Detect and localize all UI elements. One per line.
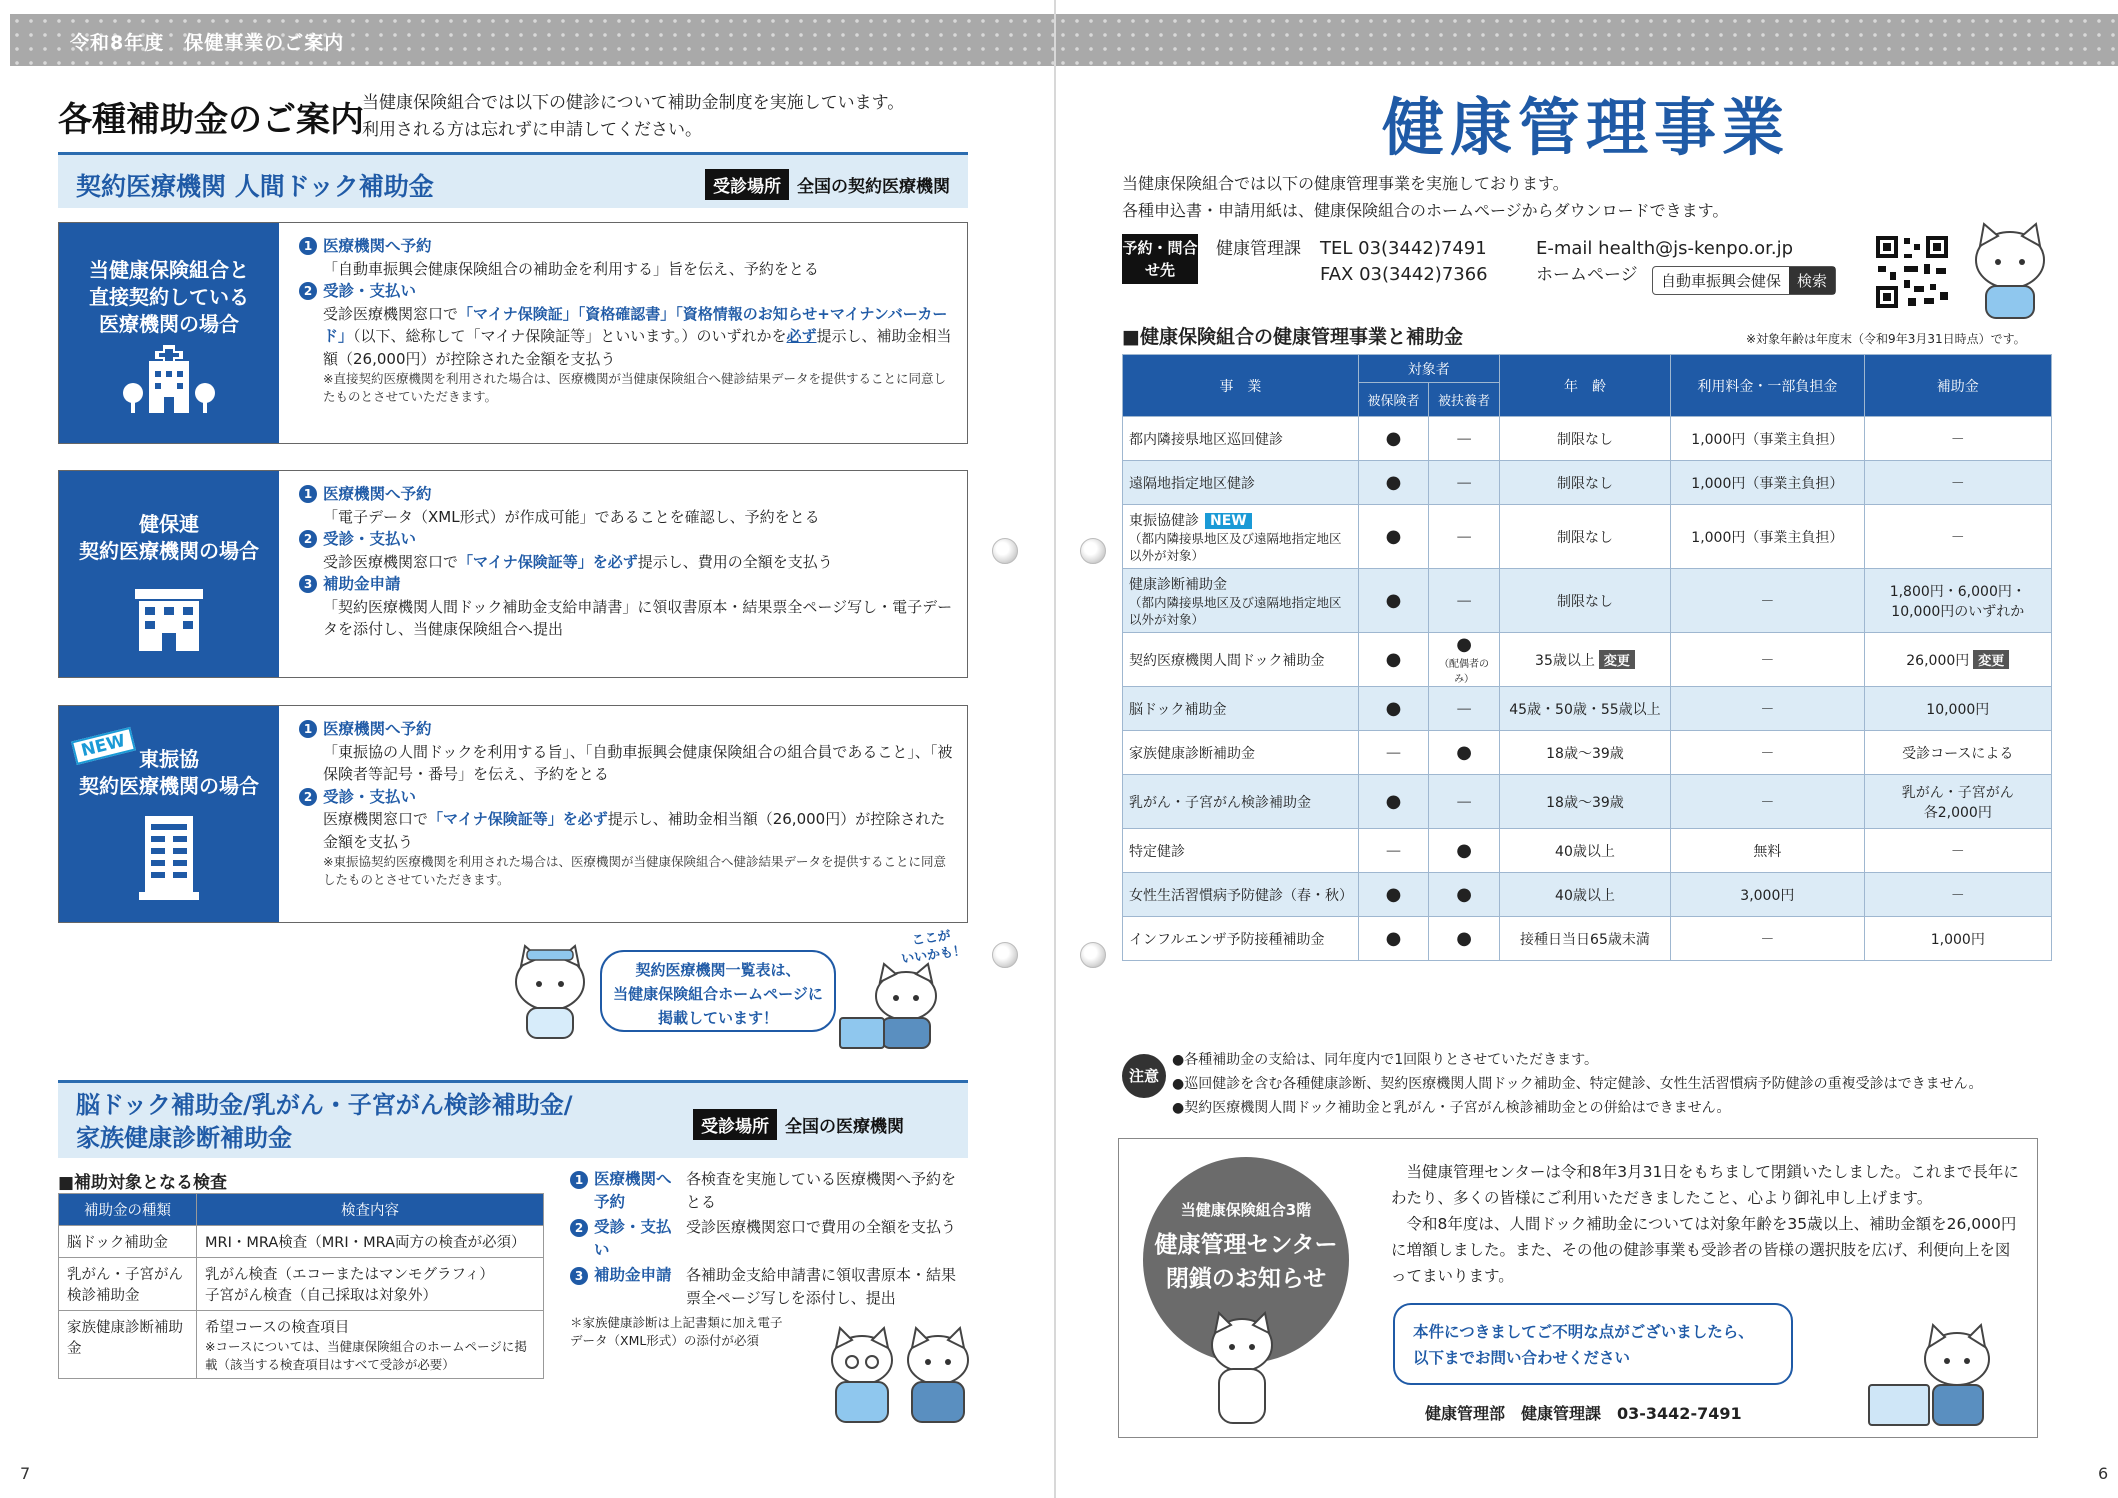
content-line: 希望コースの検査項目: [205, 1320, 350, 1336]
table-row: [1123, 687, 2052, 731]
age-text: 18歳～39歳: [1546, 745, 1624, 762]
dependent-mark: ●: [1456, 634, 1472, 655]
title-line: 脳ドック補助金/乳がん・子宮がん検診補助金/: [76, 1091, 573, 1119]
subsidy-text: 1,800円・6,000円・: [1889, 583, 2026, 600]
subsidy-text: 10,000円のいずれか: [1891, 603, 2025, 620]
text-part: 提示し、補助金相当額（26,000円）が控除された金額を支払う: [323, 327, 952, 368]
cell-insured: ●: [1358, 873, 1429, 917]
circle-title: 閉鎖のお知らせ: [1165, 1266, 1327, 1292]
step-title: 受診・支払い: [323, 282, 417, 300]
building-icon: [133, 583, 205, 651]
table-header: 補助金の種類: [59, 1194, 197, 1226]
cell-program: [1123, 417, 1359, 461]
card-side-title: [59, 257, 279, 338]
health-programs-table: [1122, 354, 2052, 961]
age-text: 制限なし: [1556, 475, 1613, 492]
caution-item: ●巡回健診を含む各種健康診断、契約医療機関人間ドック補助金、特定健診、女性生活習慣病予防健診の重複受診はできません。: [1172, 1076, 1983, 1092]
program-name: インフルエンザ予防接種補助金: [1129, 931, 1325, 948]
bubble-line: 当健康保険組合ホームページに: [613, 985, 823, 1003]
dependent-mark: ●: [1456, 928, 1472, 949]
side-line: 東振協: [139, 747, 199, 771]
section-title: 契約医療機関 人間ドック補助金: [76, 172, 434, 201]
flow-text: 受診医療機関窓口で費用の全額を支払う: [686, 1218, 957, 1236]
cell-dependent: [1429, 917, 1500, 961]
cell-age: [1499, 775, 1670, 829]
hospital-icon: [119, 341, 219, 413]
notice-paragraph: 令和8年度は、人間ドック補助金については対象年齢を35歳以上、補助金額を26,000円に増額しました。また、その他の健診事業も受診者の皆様の選択肢を広げ、利便向上を図ってまいります。: [1391, 1215, 2017, 1285]
side-line: 医療機関の場合: [99, 312, 239, 336]
card-kenporen: [58, 470, 968, 678]
text-part: 受診医療機関窓口で: [323, 304, 459, 323]
content-line: MRI・MRA検査（MRI・MRA両方の検査が必須）: [205, 1235, 526, 1251]
cell-content: [197, 1226, 544, 1258]
callout-line: いいかも！: [900, 943, 967, 968]
cell-age: [1499, 461, 1670, 505]
cell-content: [197, 1258, 544, 1311]
cell-fee: －: [1671, 775, 1864, 829]
table-row: [59, 1311, 544, 1379]
program-name: 遠隔地指定地区健診: [1129, 475, 1255, 492]
cell-content: [197, 1311, 544, 1379]
card-body: [299, 235, 955, 406]
cell-dependent: [1429, 873, 1500, 917]
table-row: [59, 1258, 544, 1311]
bubble-line: 掲載しています！: [657, 1009, 778, 1027]
intro-text: [362, 90, 904, 144]
cell-subsidy: [1864, 569, 2051, 633]
age-text: 35歳以上: [1535, 652, 1595, 669]
intro-line: 利用される方は忘れずに申請してください。: [362, 120, 702, 140]
age-text: 制限なし: [1556, 431, 1613, 448]
cell-age: [1499, 687, 1670, 731]
cell-subsidy: [1864, 633, 2051, 687]
step-title: 補助金申請: [323, 575, 401, 593]
age-text: 制限なし: [1556, 593, 1613, 610]
step-text: [299, 551, 955, 574]
program-name: 契約医療機関人間ドック補助金: [1129, 652, 1325, 669]
contact-email[interactable]: E-mail health@js-kenpo.or.jp: [1536, 238, 1794, 259]
cell-program: [1123, 569, 1359, 633]
cell-dependent: [1429, 687, 1500, 731]
notice-paragraph: 当健康管理センターは令和8年3月31日をもちまして閉鎖いたしました。これまで長年にわたり、多くの皆様にご利用いただきましたこと、心より御礼申し上げます。: [1391, 1163, 2019, 1207]
caution-item: ●契約医療機関人間ドック補助金と乳がん・子宮がん検診補助金との併給はできません。: [1172, 1100, 1731, 1116]
flow-text: 各補助金支給申請書に領収書原本・結果票全ページ写しを添付し、提出: [686, 1266, 957, 1307]
intro-line: 各種申込書・申請用紙は、健康保険組合のホームページからダウンロードできます。: [1122, 201, 1729, 220]
card-side-title: [59, 511, 279, 565]
subsidy-text: 26,000円: [1906, 652, 1970, 669]
age-text: 接種日当日65歳未満: [1520, 931, 1650, 948]
table-header: 被保険者: [1358, 383, 1429, 417]
step-2: 2 受診・支払い: [299, 280, 955, 303]
dependent-mark: ●: [1456, 884, 1472, 905]
cell-program: [1123, 461, 1359, 505]
step-title: 受診・支払い: [323, 530, 417, 548]
cat-mascot-icon: [505, 940, 595, 1040]
subsidy-text: 各2,000円: [1923, 804, 1992, 821]
cell-program: [1123, 917, 1359, 961]
info-bubble: [600, 950, 836, 1032]
cat-mascot-icon: [1960, 220, 2060, 320]
cell-fee: －: [1671, 687, 1864, 731]
dependent-mark: －: [1455, 792, 1474, 814]
venue-text: 全国の医療機関: [785, 1117, 904, 1137]
dependent-mark: ●: [1456, 840, 1472, 861]
step-1: 1 医療機関へ予約: [299, 718, 955, 741]
header-dot-bar: [1056, 14, 2118, 66]
cell-age: [1499, 873, 1670, 917]
cell-insured: ●: [1358, 569, 1429, 633]
cell-program: [1123, 873, 1359, 917]
table-row: [1123, 417, 2052, 461]
cell-kind: 脳ドック補助金: [59, 1226, 197, 1258]
table-row: [1123, 829, 2052, 873]
dependent-mark: －: [1455, 699, 1474, 721]
table-note: ※対象年齢は年度末（令和9年3月31日時点）です。: [1746, 332, 2026, 346]
cell-insured: ●: [1358, 917, 1429, 961]
cell-subsidy: [1864, 873, 2051, 917]
bubble-line: 契約医療機関一覧表は、: [635, 961, 801, 979]
table-row: [1123, 461, 2052, 505]
card-side: [59, 223, 279, 443]
age-text: 40歳以上: [1555, 843, 1615, 860]
program-name: 脳ドック補助金: [1129, 701, 1227, 718]
dependent-mark: －: [1455, 473, 1474, 495]
cell-dependent: [1429, 731, 1500, 775]
flow-title: 受診・支払い: [594, 1218, 672, 1259]
notice-body: [1391, 1159, 2021, 1289]
cell-kind: 家族健康診断補助金: [59, 1311, 197, 1379]
cell-dependent: [1429, 461, 1500, 505]
cell-fee: 3,000円: [1671, 873, 1864, 917]
card-body: [299, 718, 955, 889]
step-title: 医療機関へ予約: [323, 720, 432, 738]
subsidy-text: －: [1950, 529, 1965, 546]
step-text: [299, 303, 955, 371]
flow-text: 各検査を実施している医療機関へ予約をとる: [686, 1170, 957, 1211]
dependent-mark: －: [1455, 527, 1474, 549]
step-text: 「電子データ（XML形式）が作成可能」であることを確認し、予約をとる: [323, 507, 820, 526]
left-page: [0, 0, 1054, 1498]
flow-number: 2: [570, 1219, 588, 1237]
step-title: 医療機関へ予約: [323, 237, 432, 255]
content-line: 子宮がん検査（自己採取は対象外）: [205, 1288, 437, 1304]
highlight-text: 必ず: [786, 327, 817, 345]
flow-title: 医療機関へ予約: [594, 1170, 672, 1211]
change-badge: 変更: [1599, 650, 1635, 669]
circle-subtitle: 当健康保険組合3階: [1180, 1201, 1312, 1219]
bubble-line: 以下までお問い合わせください: [1413, 1349, 1631, 1367]
program-name: 女性生活習慣病予防健診（春・秋）: [1129, 887, 1353, 904]
step-title: 受診・支払い: [323, 787, 417, 806]
content-line: 乳がん検査（エコーまたはマンモグラフィ）: [205, 1267, 494, 1283]
venue-label: 受診場所: [693, 1109, 777, 1140]
cell-kind: 乳がん・子宮がん検診補助金: [59, 1258, 197, 1311]
text-part: 受診医療機関窓口で: [323, 552, 459, 571]
program-note: （都内隣接県地区及び遠隔地指定地区以外が対象）: [1129, 530, 1342, 563]
cell-dependent: [1429, 417, 1500, 461]
qr-code-icon[interactable]: [1874, 234, 1950, 310]
age-text: 40歳以上: [1555, 887, 1615, 904]
cell-dependent: [1429, 829, 1500, 873]
cell-subsidy: [1864, 505, 2051, 569]
cell-insured: ●: [1358, 505, 1429, 569]
cell-program: [1123, 731, 1359, 775]
table-row: [1123, 569, 2052, 633]
step-1: 1 医療機関へ予約: [299, 483, 955, 506]
step-text: [299, 808, 955, 853]
caution-list: [1172, 1048, 1983, 1120]
venue-tag: [705, 169, 950, 200]
binder-hole: [992, 942, 1018, 968]
subsidy-text: 1,000円: [1930, 931, 1985, 948]
cell-program: [1123, 775, 1359, 829]
table-row: [1123, 873, 2052, 917]
page-number: 7: [20, 1464, 31, 1483]
card-note: ※東振協契約医療機関を利用された場合は、医療機関が当健康保険組合へ健診結果データを提供することに同意したものとさせていただきます。: [323, 854, 946, 887]
program-name: 都内隣接県地区巡回健診: [1129, 431, 1283, 448]
new-badge: NEW: [1205, 513, 1252, 529]
program-note: （都内隣接県地区及び遠隔地指定地区以外が対象）: [1129, 594, 1342, 627]
notice-contact: 健康管理部 健康管理課 03-3442-7491: [1425, 1404, 1742, 1423]
table-row: [1123, 917, 2052, 961]
cell-fee: 1,000円（事業主負担）: [1671, 417, 1864, 461]
cell-insured: －: [1358, 829, 1429, 873]
intro-text: [1122, 170, 1728, 224]
step-text: 「東振協の人間ドックを利用する旨」、「自動車振興会健康保険組合の組合員であること」、「被保険者等記号・番号」を伝え、予約をとる: [323, 742, 953, 783]
binder-hole: [1080, 538, 1106, 564]
card-body: [299, 483, 955, 641]
step-3: 3 補助金申請: [299, 573, 955, 596]
table-row: [1123, 505, 2052, 569]
cell-program: [1123, 687, 1359, 731]
table-header: 年 齢: [1499, 355, 1670, 417]
cell-age: [1499, 633, 1670, 687]
section-bar-dock: [58, 152, 968, 208]
search-button[interactable]: 検索: [1789, 267, 1835, 294]
cell-subsidy: [1864, 917, 2051, 961]
cell-insured: －: [1358, 731, 1429, 775]
cell-fee: －: [1671, 731, 1864, 775]
page-number: 6: [2098, 1464, 2109, 1483]
cell-fee: 1,000円（事業主負担）: [1671, 505, 1864, 569]
cell-age: [1499, 731, 1670, 775]
table-row: [1123, 731, 2052, 775]
flow-item: [570, 1216, 970, 1262]
text-part: 提示し、補助金相当額（26,000円）が控除された金額を支払う: [323, 810, 946, 851]
cell-dependent: [1429, 633, 1500, 687]
two-cats-icon: [820, 1320, 980, 1440]
text-part: （以下、総称して「マイナ保険証等」といいます。）のいずれかを: [353, 327, 787, 345]
fax-text: FAX 03(3442)7366: [1320, 264, 1488, 285]
table-header: 対象者: [1358, 355, 1499, 383]
cell-fee: －: [1671, 569, 1864, 633]
cell-dependent: [1429, 775, 1500, 829]
table-row: [1123, 633, 2052, 687]
cell-dependent: [1429, 505, 1500, 569]
circle-title: 健康管理センター: [1154, 1232, 1338, 1258]
dependent-mark: ●: [1456, 742, 1472, 763]
subsidy-text: －: [1950, 843, 1965, 860]
cell-age: [1499, 569, 1670, 633]
cell-insured: ●: [1358, 417, 1429, 461]
cell-fee: 無料: [1671, 829, 1864, 873]
table-row: [1123, 775, 2052, 829]
homepage-label: ホームページ: [1536, 265, 1638, 285]
intro-line: 当健康保険組合では以下の健康管理事業を実施しております。: [1122, 174, 1569, 193]
flow-number: 3: [570, 1267, 588, 1285]
highlight-text: 「マイナ保険証等」を必ず: [458, 552, 638, 571]
right-page: [1054, 0, 2118, 1498]
subsidy-text: 乳がん・子宮がん: [1901, 784, 2014, 801]
binder-hole: [992, 538, 1018, 564]
cat-laptop-icon: [1839, 1319, 2019, 1431]
cell-dependent: [1429, 569, 1500, 633]
table-header: 補助金: [1864, 355, 2051, 417]
contact-label: 予約・問合せ先: [1122, 234, 1198, 284]
bubble-line: 本件につきましてご不明な点がございましたら、: [1413, 1323, 1754, 1341]
cell-insured: ●: [1358, 461, 1429, 505]
binder-hole: [1080, 942, 1106, 968]
table-header: 被扶養者: [1429, 383, 1500, 417]
content-line: ※コースについては、当健康保険組合のホームページに掲載（該当する検査項目はすべて受診が必要）: [205, 1339, 527, 1372]
subsidy-text: －: [1950, 431, 1965, 448]
cell-subsidy: [1864, 461, 2051, 505]
cell-age: [1499, 505, 1670, 569]
page-title: 健康管理事業: [1382, 91, 1791, 164]
card-note: ※直接契約医療機関を利用された場合は、医療機関が当健康保険組合へ健診結果データを提供することに同意したものとさせていただきます。: [323, 371, 946, 404]
cell-program: [1123, 829, 1359, 873]
cell-age: [1499, 417, 1670, 461]
exam-heading: ■補助対象となる検査: [58, 1173, 228, 1193]
side-line: 契約医療機関の場合: [79, 539, 259, 563]
step-text: 「自動車振興会健康保険組合の補助金を利用する」旨を伝え、予約をとる: [323, 259, 819, 278]
card-side: [59, 706, 279, 922]
cell-fee: 1,000円（事業主負担）: [1671, 461, 1864, 505]
caution-badge: 注意: [1122, 1054, 1166, 1098]
cell-insured: ●: [1358, 775, 1429, 829]
card-side: [59, 471, 279, 677]
subsidy-text: －: [1950, 887, 1965, 904]
table-row: [59, 1226, 544, 1258]
side-line: 契約医療機関の場合: [79, 774, 259, 798]
subsidy-text: 10,000円: [1926, 701, 1990, 718]
table-header: 利用料金・一部負担金: [1671, 355, 1864, 417]
cell-insured: ●: [1358, 633, 1429, 687]
step-title: 医療機関へ予約: [323, 485, 432, 503]
flow-title: 補助金申請: [594, 1266, 672, 1284]
header-label: 令和8年度 保健事業のご案内: [70, 32, 345, 54]
venue-tag: [693, 1109, 904, 1140]
cell-insured: ●: [1358, 687, 1429, 731]
caution-item: ●各種補助金の支給は、同年度内で1回限りとさせていただきます。: [1172, 1052, 1599, 1068]
title-line: 家族健康診断補助金: [76, 1124, 292, 1152]
age-text: 18歳～39歳: [1546, 794, 1624, 811]
cell-subsidy: [1864, 687, 2051, 731]
program-name: 特定健診: [1129, 843, 1185, 860]
table-header: 事 業: [1123, 355, 1359, 417]
closure-notice: [1118, 1138, 2038, 1438]
program-name: 健康診断補助金: [1129, 576, 1227, 593]
cell-program: [1123, 633, 1359, 687]
venue-label: 受診場所: [705, 169, 789, 200]
dependent-note: （配偶者のみ）: [1439, 659, 1490, 685]
cell-age: [1499, 917, 1670, 961]
cat-standing-icon: [1197, 1309, 1287, 1427]
contact-phone: [1320, 236, 1488, 288]
callout-line: ここが: [910, 928, 952, 949]
new-badge: NEW: [71, 727, 136, 765]
flow-item: [570, 1264, 970, 1310]
cell-fee: －: [1671, 917, 1864, 961]
subsidy-text: 受診コースによる: [1902, 745, 2014, 762]
flow-number: 1: [570, 1171, 588, 1189]
card-direct-contract: [58, 222, 968, 444]
side-line: 健保連: [139, 512, 199, 536]
cell-subsidy: [1864, 417, 2051, 461]
highlight-text: 「マイナ保険証等」を必ず: [428, 810, 608, 828]
search-box[interactable]: [1652, 266, 1836, 295]
office-tower-icon: [139, 816, 199, 900]
section-title: [76, 1089, 573, 1155]
contact-dept: 健康管理課: [1216, 239, 1301, 259]
subsidy-text: －: [1950, 475, 1965, 492]
search-input[interactable]: 自動車振興会健保: [1661, 272, 1782, 290]
side-line: 直接契約している: [89, 285, 249, 309]
cell-fee: －: [1671, 633, 1864, 687]
dependent-mark: －: [1455, 429, 1474, 451]
cell-subsidy: [1864, 775, 2051, 829]
exam-table: [58, 1193, 544, 1379]
intro-line: 当健康保険組合では以下の健診について補助金制度を実施しています。: [362, 93, 905, 113]
tel-text: TEL 03(3442)7491: [1320, 238, 1487, 259]
change-badge: 変更: [1973, 650, 2009, 669]
step-1: 1 医療機関へ予約: [299, 235, 955, 258]
dependent-mark: －: [1455, 591, 1474, 613]
cell-subsidy: [1864, 829, 2051, 873]
cell-subsidy: [1864, 731, 2051, 775]
flow-note: ＊家族健康診断は上記書類に加え電子データ（XML形式）の添付が必須: [570, 1315, 783, 1348]
cat-laptop-icon: [836, 960, 966, 1052]
age-text: 45歳・50歳・55歳以上: [1509, 701, 1661, 718]
step-2: 2 受診・支払い: [299, 786, 955, 809]
text-part: 医療機関窓口で: [323, 810, 429, 828]
cell-program: [1123, 505, 1359, 569]
flow-item: [570, 1168, 970, 1214]
section-bar-other: [58, 1080, 968, 1158]
step-2: 2 受診・支払い: [299, 528, 955, 551]
table-header: 検査内容: [197, 1194, 544, 1226]
text-part: 提示し、費用の全額を支払う: [637, 552, 833, 571]
highlight-text: 「マイナ保険証」「資格確認書」「資格情報のお知らせ+マイナンバーカード」: [323, 304, 948, 345]
page-title: 各種補助金のご案内: [58, 100, 364, 140]
card-toshinkyo: [58, 705, 968, 923]
side-line: 当健康保険組合と: [89, 258, 249, 282]
table-heading: ■健康保険組合の健康管理事業と補助金: [1122, 326, 1463, 348]
program-name: 東振協健診: [1129, 512, 1199, 529]
age-text: 制限なし: [1556, 529, 1613, 546]
step-text: 「契約医療機関人間ドック補助金支給申請書」に領収書原本・結果票全ページ写し・電子データを添付し、当健康保険組合へ提出: [323, 597, 953, 638]
notice-bubble: [1393, 1303, 1793, 1385]
program-name: 家族健康診断補助金: [1129, 745, 1255, 762]
cell-age: [1499, 829, 1670, 873]
program-name: 乳がん・子宮がん検診補助金: [1129, 794, 1311, 811]
venue-text: 全国の契約医療機関: [797, 177, 950, 197]
